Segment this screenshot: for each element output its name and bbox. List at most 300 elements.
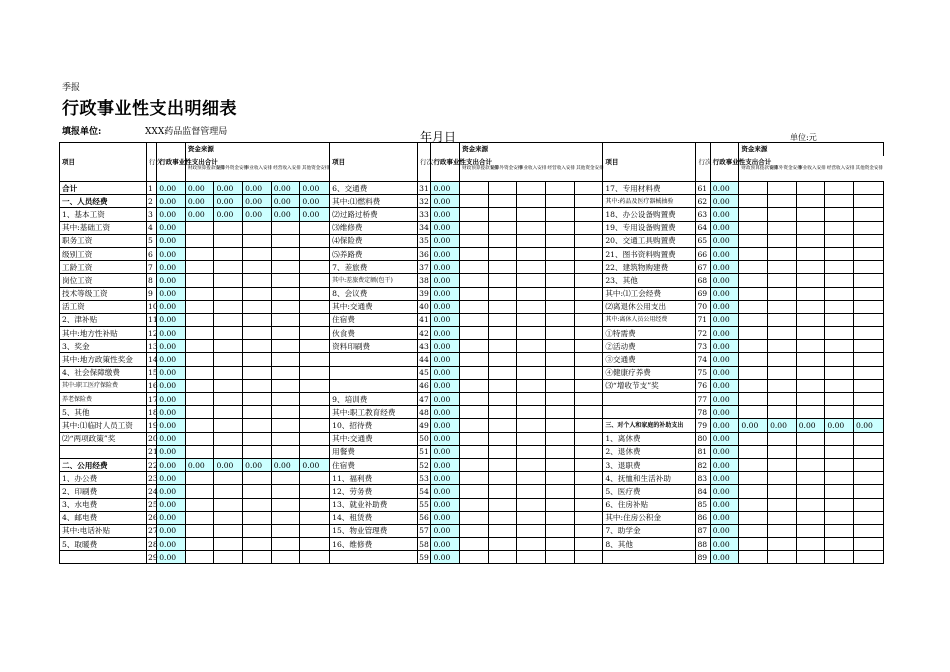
row-number-cell: 26	[146, 511, 156, 524]
value-cell: 0.00	[710, 472, 739, 485]
value-cell	[825, 393, 854, 406]
value-cell: 0.00	[157, 300, 186, 313]
value-cell	[185, 485, 214, 498]
value-cell	[574, 485, 603, 498]
value-cell	[768, 195, 797, 208]
value-cell	[574, 445, 603, 458]
row-number-cell: 61	[696, 182, 710, 195]
item-cell: 12、劳务费	[330, 485, 418, 498]
row-number-cell: 10	[146, 300, 156, 313]
row-number-cell: 64	[696, 221, 710, 234]
value-cell	[739, 485, 768, 498]
value-cell: 0.00	[300, 208, 330, 221]
value-cell: 0.00	[431, 511, 460, 524]
value-cell: 0.00	[710, 287, 739, 300]
value-cell	[768, 485, 797, 498]
column-header-item: 项目	[330, 143, 418, 182]
row-number-cell: 28	[146, 538, 156, 551]
column-header-source: 预算外资金安排	[768, 156, 797, 182]
item-cell: 11、福利费	[330, 472, 418, 485]
value-cell	[243, 287, 272, 300]
value-cell: 0.00	[710, 247, 739, 260]
value-cell	[460, 327, 489, 340]
value-cell	[739, 472, 768, 485]
value-cell: 0.00	[431, 393, 460, 406]
item-cell: 9、培训费	[330, 393, 418, 406]
item-cell: 一、人员经费	[60, 195, 147, 208]
value-cell	[739, 353, 768, 366]
value-cell	[739, 300, 768, 313]
column-header-row: 行次	[418, 143, 431, 182]
value-cell	[825, 327, 854, 340]
item-cell	[603, 406, 696, 419]
value-cell	[517, 419, 546, 432]
row-number-cell: 34	[418, 221, 431, 234]
value-cell	[768, 379, 797, 392]
value-cell	[853, 300, 883, 313]
row-number-cell: 84	[696, 485, 710, 498]
row-number-cell: 47	[418, 393, 431, 406]
value-cell	[739, 287, 768, 300]
value-cell	[488, 234, 517, 247]
value-cell: 0.00	[431, 485, 460, 498]
row-number-cell: 77	[696, 393, 710, 406]
row-number-cell: 51	[418, 445, 431, 458]
item-cell	[330, 353, 418, 366]
value-cell	[185, 551, 214, 564]
value-cell	[460, 340, 489, 353]
value-cell	[796, 247, 825, 260]
row-number-cell: 43	[418, 340, 431, 353]
value-cell	[243, 511, 272, 524]
value-cell	[546, 366, 575, 379]
item-cell: 其中:⑴工会经费	[603, 287, 696, 300]
value-cell	[214, 472, 243, 485]
column-header-total: 行政事业性支出合计	[157, 143, 186, 182]
value-cell	[214, 261, 243, 274]
row-number-cell: 6	[146, 247, 156, 260]
value-cell	[460, 445, 489, 458]
value-cell	[825, 432, 854, 445]
value-cell	[488, 208, 517, 221]
item-cell: 4、抚恤和生活补助	[603, 472, 696, 485]
value-cell: 0.00	[157, 195, 186, 208]
value-cell	[853, 327, 883, 340]
value-cell	[796, 498, 825, 511]
value-cell	[300, 538, 330, 551]
value-cell: 0.00	[431, 221, 460, 234]
item-cell: 6、交通费	[330, 182, 418, 195]
value-cell	[185, 406, 214, 419]
item-cell: ⑶维修费	[330, 221, 418, 234]
value-cell: 0.00	[710, 300, 739, 313]
row-number-cell: 11	[146, 313, 156, 326]
value-cell	[488, 538, 517, 551]
table-row	[60, 511, 884, 524]
value-cell	[488, 524, 517, 537]
value-cell	[460, 379, 489, 392]
value-cell: 0.00	[431, 182, 460, 195]
row-number-cell: 66	[696, 247, 710, 260]
row-number-cell: 87	[696, 524, 710, 537]
value-cell	[739, 551, 768, 564]
column-header-source: 事业收入安排	[517, 156, 546, 182]
value-cell: 0.00	[300, 458, 330, 471]
row-number-cell: 45	[418, 366, 431, 379]
value-cell	[214, 406, 243, 419]
value-cell	[853, 287, 883, 300]
value-cell: 0.00	[157, 524, 186, 537]
value-cell	[574, 511, 603, 524]
row-number-cell: 38	[418, 274, 431, 287]
row-number-cell: 27	[146, 524, 156, 537]
table-row	[60, 195, 884, 208]
value-cell	[574, 472, 603, 485]
value-cell	[488, 221, 517, 234]
item-cell: 岗位工资	[60, 274, 147, 287]
value-cell: 0.00	[157, 379, 186, 392]
row-number-cell: 42	[418, 327, 431, 340]
value-cell	[271, 511, 300, 524]
value-cell	[243, 234, 272, 247]
value-cell: 0.00	[710, 327, 739, 340]
value-cell: 0.00	[157, 551, 186, 564]
row-number-cell: 73	[696, 340, 710, 353]
row-number-cell: 21	[146, 445, 156, 458]
value-cell	[517, 353, 546, 366]
value-cell	[546, 327, 575, 340]
value-cell	[300, 551, 330, 564]
table-row	[60, 313, 884, 326]
value-cell	[796, 313, 825, 326]
row-number-cell: 37	[418, 261, 431, 274]
value-cell: 0.00	[157, 393, 186, 406]
item-cell: 其中:差旅费定额(包干)	[330, 274, 418, 287]
value-cell	[739, 234, 768, 247]
value-cell	[574, 498, 603, 511]
value-cell: 0.00	[739, 419, 768, 432]
value-cell	[488, 247, 517, 260]
row-number-cell: 55	[418, 498, 431, 511]
row-number-cell: 76	[696, 379, 710, 392]
row-number-cell: 15	[146, 366, 156, 379]
row-number-cell: 88	[696, 538, 710, 551]
value-cell	[185, 353, 214, 366]
value-cell	[546, 195, 575, 208]
value-cell	[214, 419, 243, 432]
item-cell: 养老保险费	[60, 393, 147, 406]
value-cell	[796, 221, 825, 234]
value-cell	[517, 366, 546, 379]
table-row	[60, 247, 884, 260]
value-cell	[768, 511, 797, 524]
value-cell	[853, 208, 883, 221]
row-number-cell: 12	[146, 327, 156, 340]
value-cell	[185, 379, 214, 392]
row-number-cell: 86	[696, 511, 710, 524]
value-cell: 0.00	[431, 274, 460, 287]
value-cell	[185, 538, 214, 551]
value-cell	[460, 366, 489, 379]
value-cell	[853, 393, 883, 406]
value-cell: 0.00	[710, 458, 739, 471]
value-cell	[796, 445, 825, 458]
value-cell: 0.00	[710, 313, 739, 326]
value-cell	[488, 551, 517, 564]
value-cell: 0.00	[710, 406, 739, 419]
value-cell: 0.00	[214, 195, 243, 208]
value-cell	[300, 419, 330, 432]
value-cell: 0.00	[431, 195, 460, 208]
item-cell: ⑵过路过桥费	[330, 208, 418, 221]
value-cell	[768, 353, 797, 366]
value-cell	[825, 511, 854, 524]
value-cell	[739, 274, 768, 287]
value-cell	[271, 340, 300, 353]
value-cell: 0.00	[157, 406, 186, 419]
value-cell	[796, 458, 825, 471]
value-cell	[825, 353, 854, 366]
value-cell	[825, 379, 854, 392]
value-cell	[739, 538, 768, 551]
value-cell	[739, 458, 768, 471]
row-number-cell: 67	[696, 261, 710, 274]
row-number-cell: 23	[146, 472, 156, 485]
value-cell	[796, 485, 825, 498]
page-title: 行政事业性支出明细表	[62, 99, 237, 119]
value-cell	[796, 551, 825, 564]
value-cell: 0.00	[710, 379, 739, 392]
value-cell	[853, 406, 883, 419]
value-cell	[460, 195, 489, 208]
item-cell	[603, 551, 696, 564]
value-cell	[825, 195, 854, 208]
item-cell: 其中:⑴燃料费	[330, 195, 418, 208]
value-cell	[853, 366, 883, 379]
row-number-cell: 29	[146, 551, 156, 564]
row-number-cell: 75	[696, 366, 710, 379]
value-cell: 0.00	[710, 208, 739, 221]
value-cell: 0.00	[431, 498, 460, 511]
value-cell: 0.00	[157, 458, 186, 471]
value-cell	[853, 445, 883, 458]
value-cell	[460, 353, 489, 366]
value-cell: 0.00	[185, 182, 214, 195]
value-cell	[546, 313, 575, 326]
column-header-item: 项目	[60, 143, 147, 182]
value-cell	[825, 472, 854, 485]
item-cell: 6、住房补贴	[603, 498, 696, 511]
row-number-cell: 54	[418, 485, 431, 498]
item-cell: 技术等级工资	[60, 287, 147, 300]
value-cell	[853, 379, 883, 392]
row-number-cell: 4	[146, 221, 156, 234]
value-cell: 0.00	[157, 511, 186, 524]
value-cell	[488, 472, 517, 485]
value-cell	[300, 498, 330, 511]
value-cell	[825, 208, 854, 221]
report-date: 年月日	[420, 130, 457, 144]
value-cell	[271, 524, 300, 537]
value-cell	[300, 287, 330, 300]
value-cell	[488, 261, 517, 274]
value-cell	[796, 538, 825, 551]
row-number-cell: 57	[418, 524, 431, 537]
value-cell: 0.00	[431, 445, 460, 458]
item-cell: 其中:离休人员公用经费	[603, 313, 696, 326]
value-cell	[214, 538, 243, 551]
table-row	[60, 524, 884, 537]
item-cell: ①特需费	[603, 327, 696, 340]
value-cell	[271, 393, 300, 406]
value-cell	[796, 300, 825, 313]
column-header-total: 行政事业性支出合计	[710, 143, 739, 182]
value-cell	[546, 498, 575, 511]
item-cell: ⑷保险费	[330, 234, 418, 247]
row-number-cell: 35	[418, 234, 431, 247]
value-cell	[300, 445, 330, 458]
row-number-cell: 13	[146, 340, 156, 353]
value-cell	[517, 327, 546, 340]
value-cell	[517, 538, 546, 551]
value-cell: 0.00	[157, 208, 186, 221]
value-cell	[214, 511, 243, 524]
item-cell: 三、对个人和家庭的补助支出	[603, 419, 696, 432]
value-cell: 0.00	[157, 182, 186, 195]
row-number-cell: 48	[418, 406, 431, 419]
value-cell	[768, 551, 797, 564]
value-cell: 0.00	[185, 458, 214, 471]
value-cell	[825, 524, 854, 537]
item-cell: 2、津补贴	[60, 313, 147, 326]
item-cell: 5、取暖费	[60, 538, 147, 551]
value-cell: 0.00	[796, 419, 825, 432]
row-number-cell: 50	[418, 432, 431, 445]
item-cell: 合计	[60, 182, 147, 195]
value-cell	[185, 524, 214, 537]
table-row	[60, 485, 884, 498]
value-cell	[243, 274, 272, 287]
value-cell	[825, 247, 854, 260]
value-cell	[796, 524, 825, 537]
value-cell	[853, 340, 883, 353]
item-cell: 5、其他	[60, 406, 147, 419]
value-cell: 0.00	[243, 458, 272, 471]
value-cell	[460, 406, 489, 419]
value-cell	[460, 182, 489, 195]
value-cell	[185, 366, 214, 379]
value-cell: 0.00	[431, 458, 460, 471]
value-cell	[271, 274, 300, 287]
value-cell	[214, 313, 243, 326]
value-cell	[271, 234, 300, 247]
value-cell	[243, 366, 272, 379]
value-cell	[460, 313, 489, 326]
value-cell	[214, 485, 243, 498]
value-cell	[574, 261, 603, 274]
value-cell: 0.00	[431, 287, 460, 300]
column-header-source: 其他资金安排	[853, 156, 883, 182]
value-cell: 0.00	[431, 340, 460, 353]
value-cell	[488, 485, 517, 498]
value-cell	[546, 458, 575, 471]
value-cell	[768, 498, 797, 511]
row-number-cell: 22	[146, 458, 156, 471]
value-cell	[739, 195, 768, 208]
value-cell	[517, 274, 546, 287]
value-cell: 0.00	[710, 538, 739, 551]
item-cell: 资料印刷费	[330, 340, 418, 353]
value-cell	[214, 353, 243, 366]
column-header-funding: 资金来源	[460, 143, 603, 156]
value-cell	[796, 511, 825, 524]
value-cell: 0.00	[300, 195, 330, 208]
value-cell: 0.00	[710, 340, 739, 353]
value-cell	[825, 261, 854, 274]
value-cell	[243, 472, 272, 485]
item-cell: 1、基本工资	[60, 208, 147, 221]
value-cell	[517, 445, 546, 458]
row-number-cell: 9	[146, 287, 156, 300]
row-number-cell: 79	[696, 419, 710, 432]
value-cell	[214, 432, 243, 445]
value-cell	[768, 327, 797, 340]
value-cell	[185, 300, 214, 313]
value-cell: 0.00	[710, 195, 739, 208]
row-number-cell: 40	[418, 300, 431, 313]
value-cell	[517, 221, 546, 234]
value-cell	[243, 406, 272, 419]
value-cell: 0.00	[214, 458, 243, 471]
value-cell	[185, 419, 214, 432]
value-cell	[243, 393, 272, 406]
value-cell	[517, 432, 546, 445]
row-number-cell: 59	[418, 551, 431, 564]
value-cell	[300, 274, 330, 287]
value-cell	[214, 221, 243, 234]
item-cell: 18、办公设备购置费	[603, 208, 696, 221]
table-row	[60, 419, 884, 432]
value-cell: 0.00	[271, 208, 300, 221]
value-cell	[488, 498, 517, 511]
row-number-cell: 18	[146, 406, 156, 419]
value-cell	[574, 327, 603, 340]
item-cell: 工龄工资	[60, 261, 147, 274]
value-cell	[574, 393, 603, 406]
column-header-funding: 资金来源	[739, 143, 884, 156]
value-cell	[825, 221, 854, 234]
table-row	[60, 432, 884, 445]
value-cell	[271, 472, 300, 485]
value-cell	[214, 340, 243, 353]
value-cell: 0.00	[431, 300, 460, 313]
item-cell: 3、奖金	[60, 340, 147, 353]
value-cell	[185, 445, 214, 458]
value-cell	[300, 247, 330, 260]
value-cell: 0.00	[710, 274, 739, 287]
value-cell	[271, 327, 300, 340]
item-cell: 15、物业管理费	[330, 524, 418, 537]
value-cell	[825, 458, 854, 471]
row-number-cell: 56	[418, 511, 431, 524]
value-cell: 0.00	[431, 419, 460, 432]
row-number-cell: 63	[696, 208, 710, 221]
value-cell	[243, 221, 272, 234]
row-number-cell: 32	[418, 195, 431, 208]
value-cell	[460, 511, 489, 524]
table-row	[60, 353, 884, 366]
value-cell	[574, 406, 603, 419]
